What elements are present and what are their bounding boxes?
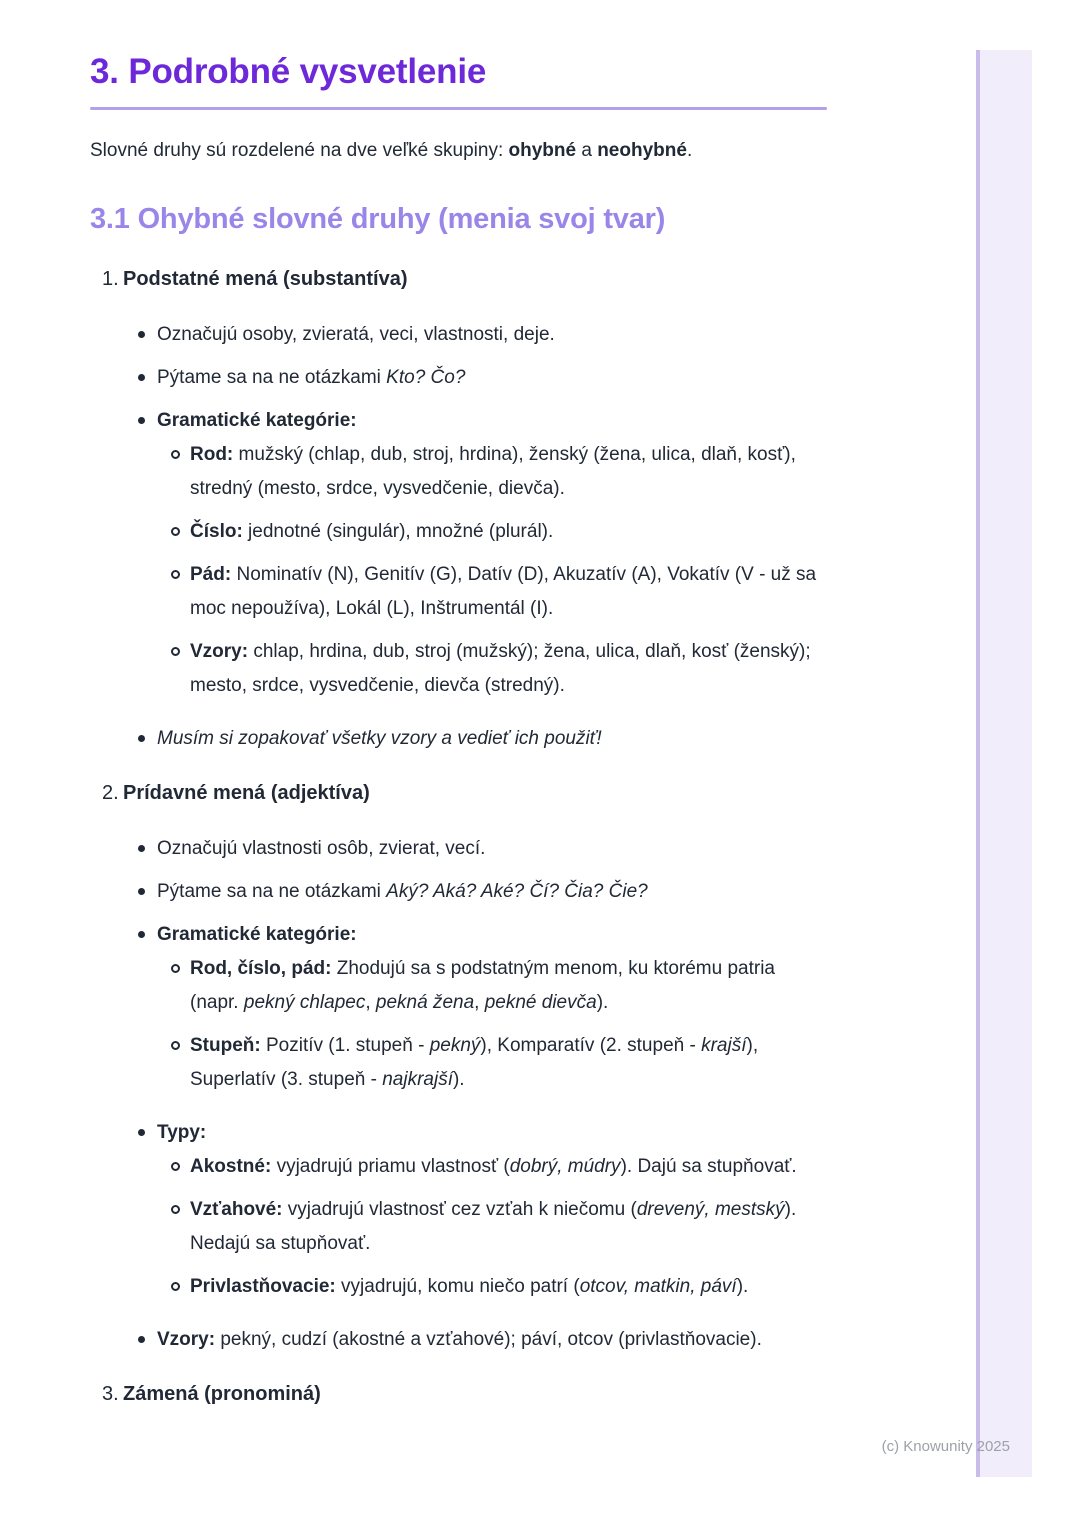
text-run: Nominatív (N), Genitív (G), Datív (D), Akuzatív (A), Vokatív (V - už sa moc nepoužíva), Lokál (L), Inštrumentál (I). — [190, 564, 817, 619]
bullet-body — [157, 404, 827, 713]
text-run: vyjadrujú priamu vlastnosť ( — [271, 1156, 510, 1177]
text-run: Kto? Čo? — [386, 367, 466, 388]
text-run: a — [576, 140, 598, 161]
text-run: Označujú vlastnosti osôb, zvierat, vecí. — [157, 838, 486, 859]
text-run: pekné dievča — [484, 992, 597, 1013]
bullet-dot-icon — [138, 888, 145, 895]
bullet-dot-icon — [138, 331, 145, 338]
numbered-item-heading — [90, 1381, 827, 1407]
text-run: vyjadrujú, komu niečo patrí ( — [335, 1276, 580, 1297]
text-run: najkrajší — [382, 1069, 453, 1090]
numbered-item-heading — [90, 780, 827, 806]
item-label: Prídavné mená (adjektíva) — [123, 782, 370, 804]
text-run: Rod, číslo, pád: — [190, 958, 332, 979]
bullet-item — [138, 1116, 827, 1314]
text-run: Vzory: — [190, 641, 249, 662]
text-run: Pád: — [190, 564, 232, 585]
bullet-item — [138, 361, 827, 395]
text-run: Musím si zopakovať všetky vzory a vedieť ich použiť! — [157, 728, 602, 749]
bullet-item — [138, 875, 827, 909]
bullet-body — [157, 318, 827, 352]
page-side-stripe — [976, 50, 1032, 1477]
text-run: ). — [736, 1276, 749, 1297]
text-run: ). — [452, 1069, 465, 1090]
section-title: 3.1 Ohybné slovné druhy (menia svoj tvar) — [90, 203, 666, 235]
text-run: ). Dajú sa stupňovať. — [620, 1156, 797, 1177]
text-run: Stupeň: — [190, 1035, 261, 1056]
bullet-item — [138, 404, 827, 713]
text-run: Privlastňovacie: — [190, 1276, 336, 1297]
bullet-circle-icon — [171, 570, 180, 579]
text-run: Vzory: — [157, 1329, 216, 1350]
sub-bullet-text — [190, 1029, 827, 1097]
sub-bullet-body — [190, 1193, 827, 1261]
bullet-text — [157, 832, 827, 866]
bullet-item — [138, 832, 827, 866]
bullet-dot-icon — [138, 931, 145, 938]
bullet-text — [157, 404, 827, 438]
sub-bullet-item — [171, 952, 827, 1020]
sub-bullet-text — [190, 1270, 827, 1304]
text-run: , — [474, 992, 485, 1013]
bullet-item — [138, 1323, 827, 1357]
text-run: Pozitív (1. stupeň - — [260, 1035, 430, 1056]
text-run: ohybné — [508, 140, 577, 161]
text-run: , — [365, 992, 376, 1013]
numbered-list — [90, 266, 827, 1407]
sub-bullet-item — [171, 438, 827, 506]
bullet-text — [157, 875, 827, 909]
text-run: ), Superlatív (3. stupeň - — [190, 1035, 759, 1090]
bullet-circle-icon — [171, 647, 180, 656]
text-run: ). Nedajú sa stupňovať. — [190, 1199, 797, 1254]
sub-bullet-body — [190, 558, 827, 626]
sub-bullet-item — [171, 1270, 827, 1304]
text-run: ), Komparatív (2. stupeň - — [480, 1035, 702, 1056]
sub-bullet-list — [171, 952, 827, 1097]
bullet-item — [138, 318, 827, 352]
bullet-circle-icon — [171, 450, 180, 459]
text-run: Gramatické kategórie: — [157, 410, 357, 431]
text-run: Pýtame sa na ne otázkami — [157, 367, 387, 388]
bullet-dot-icon — [138, 374, 145, 381]
item-number: 1. — [102, 268, 119, 290]
bullet-list — [90, 832, 827, 1357]
bullet-dot-icon — [138, 1336, 145, 1343]
text-run: Aký? Aká? Aké? Čí? Čia? Čie? — [386, 881, 648, 902]
text-run: dobrý, múdry — [509, 1156, 621, 1177]
sub-bullet-item — [171, 558, 827, 626]
bullet-body — [157, 918, 827, 1107]
text-run: pekná žena — [375, 992, 475, 1013]
text-run: pekný chlapec — [243, 992, 366, 1013]
sub-bullet-list — [171, 1150, 827, 1304]
text-run: drevený, mestský — [636, 1199, 785, 1220]
bullet-dot-icon — [138, 735, 145, 742]
sub-bullet-text — [190, 1150, 827, 1184]
sub-bullet-body — [190, 1150, 827, 1184]
text-run: vyjadrujú vlastnosť cez vzťah k niečomu ( — [282, 1199, 637, 1220]
bullet-body — [157, 361, 827, 395]
text-run: . — [686, 140, 693, 161]
page-title: 3. Podrobné vysvetlenie — [90, 52, 487, 91]
text-run: Akostné: — [190, 1156, 272, 1177]
text-run: neohybné — [597, 140, 687, 161]
bullet-circle-icon — [171, 1205, 180, 1214]
numbered-item — [90, 1381, 827, 1407]
bullet-dot-icon — [138, 417, 145, 424]
text-run: Slovné druhy sú rozdelené na dve veľké skupiny: — [90, 140, 509, 161]
numbered-item — [90, 780, 827, 1357]
text-run: ). — [596, 992, 609, 1013]
sub-bullet-item — [171, 1029, 827, 1097]
numbered-item-heading — [90, 266, 827, 292]
sub-bullet-item — [171, 635, 827, 703]
sub-bullet-text — [190, 635, 827, 703]
sub-bullet-item — [171, 1150, 827, 1184]
bullet-body — [157, 832, 827, 866]
sub-bullet-list — [171, 438, 827, 703]
sub-bullet-text — [190, 1193, 827, 1261]
text-run: Označujú osoby, zvieratá, veci, vlastnosti, deje. — [157, 324, 555, 345]
sub-bullet-body — [190, 438, 827, 506]
text-run: Pýtame sa na ne otázkami — [157, 881, 387, 902]
bullet-body — [157, 722, 827, 756]
item-number: 3. — [102, 1383, 119, 1405]
bullet-list — [90, 318, 827, 756]
text-run: otcov, matkin, páví — [579, 1276, 737, 1297]
bullet-text — [157, 722, 827, 756]
document-content — [90, 52, 827, 1407]
sub-bullet-text — [190, 438, 827, 506]
bullet-circle-icon — [171, 964, 180, 973]
text-run: pekný, cudzí (akostné a vzťahové); páví, otcov (privlastňovacie). — [215, 1329, 762, 1350]
text-run: krajší — [701, 1035, 747, 1056]
bullet-dot-icon — [138, 1129, 145, 1136]
sub-bullet-text — [190, 515, 827, 549]
sub-bullet-body — [190, 1029, 827, 1097]
title-underline — [90, 107, 827, 110]
bullet-item — [138, 918, 827, 1107]
text-run: Vzťahové: — [190, 1199, 283, 1220]
bullet-text — [157, 318, 827, 352]
item-number: 2. — [102, 782, 119, 804]
bullet-body — [157, 1116, 827, 1314]
text-run: jednotné (singulár), množné (plurál). — [242, 521, 554, 542]
numbered-item — [90, 266, 827, 756]
sub-bullet-body — [190, 952, 827, 1020]
text-run: Typy: — [157, 1122, 207, 1143]
bullet-body — [157, 875, 827, 909]
sub-bullet-text — [190, 952, 827, 1020]
bullet-text — [157, 918, 827, 952]
text-run: Rod: — [190, 444, 234, 465]
bullet-circle-icon — [171, 1041, 180, 1050]
bullet-circle-icon — [171, 1282, 180, 1291]
text-run: Číslo: — [190, 521, 243, 542]
sub-bullet-body — [190, 515, 827, 549]
bullet-text — [157, 1323, 827, 1357]
sub-bullet-text — [190, 558, 827, 626]
bullet-dot-icon — [138, 845, 145, 852]
text-run: pekný — [429, 1035, 481, 1056]
bullet-circle-icon — [171, 527, 180, 536]
text-run: Zhodujú sa s podstatným menom, ku ktorému patria (napr. — [190, 958, 775, 1013]
sub-bullet-body — [190, 1270, 827, 1304]
bullet-item — [138, 722, 827, 756]
sub-bullet-item — [171, 515, 827, 549]
sub-bullet-item — [171, 1193, 827, 1261]
bullet-text — [157, 361, 827, 395]
copyright-note: (c) Knowunity 2025 — [881, 1438, 1010, 1455]
text-run: mužský (chlap, dub, stroj, hrdina), ženský (žena, ulica, dlaň, kosť), stredný (mesto, srdce, vysvedčenie, dievča). — [190, 444, 796, 499]
item-label: Podstatné mená (substantíva) — [123, 268, 408, 290]
text-run: chlap, hrdina, dub, stroj (mužský); žena, ulica, dlaň, kosť (ženský); mesto, srdce, vysvedčenie, dievča (stredný). — [190, 641, 811, 696]
sub-bullet-body — [190, 635, 827, 703]
bullet-circle-icon — [171, 1162, 180, 1171]
text-run: Gramatické kategórie: — [157, 924, 357, 945]
bullet-text — [157, 1116, 827, 1150]
bullet-body — [157, 1323, 827, 1357]
item-label: Zámená (pronominá) — [123, 1383, 321, 1405]
intro-paragraph — [90, 138, 827, 164]
